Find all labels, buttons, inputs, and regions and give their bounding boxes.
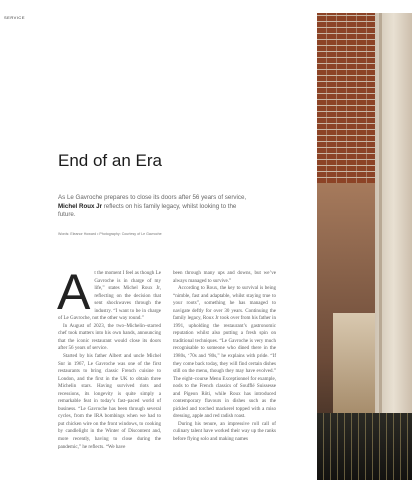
body-column-1	[57, 264, 161, 451]
brick-joints	[317, 13, 375, 183]
body-paragraph: Started by his father Albert and uncle Michel Snr in 1967, Le Gavroche was one of the first restaurants to bring classic French cuisine to London, and the first in the UK to obtain three Michelin stars. Having survived riots and recessions, its longevity is quite simply a remarkable feat in today’s fast–paced world of business. “Le Gavroche has been through several cycles, from the IRA bombings when we had to put chicken wire on the front windows, to cooking by candlelight in the Winter of Discontent and, more recently, having to close during the pandemic,” he reflects. “We have	[58, 353, 161, 450]
section-label: SERVICE	[4, 15, 25, 20]
body-paragraph: t the moment I feel as though Le Gavroche is in charge of my life,” states Michel Roux Jr, reflecting on the decision that sent shockwaves through the industry. “I want to be in charge of Le Gavroche, not the other way round.”	[58, 270, 161, 322]
body-paragraph: been through many ups and downs, but we’ve always managed to survive.”	[173, 270, 276, 284]
railing-bars	[317, 413, 412, 480]
article-title: End of an Era	[58, 151, 162, 170]
body-paragraph: According to Roux, the key to survival is being “nimble, fast and adaptable, whilst staying true to your roots”, something he has managed to navigate deftly for over 30 years. Continuing the family legacy, Roux Jr took over from his father in 1991, upholding the restaurant’s gastronomic reputation whilst also putting a fresh spin on traditional techniques. “Le Gavroche is very much recognisable to someone who dined there in the 1980s, ‘70s and ‘80s,” he explains with pride. “If they come back today, they will find certain dishes still on the menu, though they may have evolved.” The eight–course Menu Exceptionnel for example, nods to the French classics of Soufflé Suissesse and Pigeon Rôti, while Roux has introduced contemporary flavours in dishes such as the pickled and torched mackerel topped with a miso dressing, apple and red radish roast.	[173, 285, 276, 420]
intro-part2: reflects on his family legacy, whilst looking to the future.	[58, 202, 237, 219]
drop-cap: A	[57, 264, 91, 320]
restaurant-exterior-photo	[317, 13, 412, 480]
body-paragraph: In August of 2023, the two–Michelin–starred chef took matters into his own hands, announcing that the iconic restaurant would close its doors after 56 years of service.	[58, 322, 161, 352]
stone-column-edge	[379, 13, 382, 480]
body-column-2	[173, 270, 276, 444]
intro-author: Michel Roux Jr	[58, 202, 103, 210]
article-intro	[58, 194, 254, 220]
entrance-window	[333, 313, 375, 413]
body-paragraph: During his tenure, an impressive roll call of culinary talent have worked their way up the ranks before flying solo and making names	[173, 420, 276, 443]
intro-part1: As Le Gavroche prepares to close its doors after 56 years of service,	[58, 194, 247, 201]
article-credits: Words: Eleanor Howard • Photography: Courtesy of Le Gavroche	[58, 232, 162, 236]
